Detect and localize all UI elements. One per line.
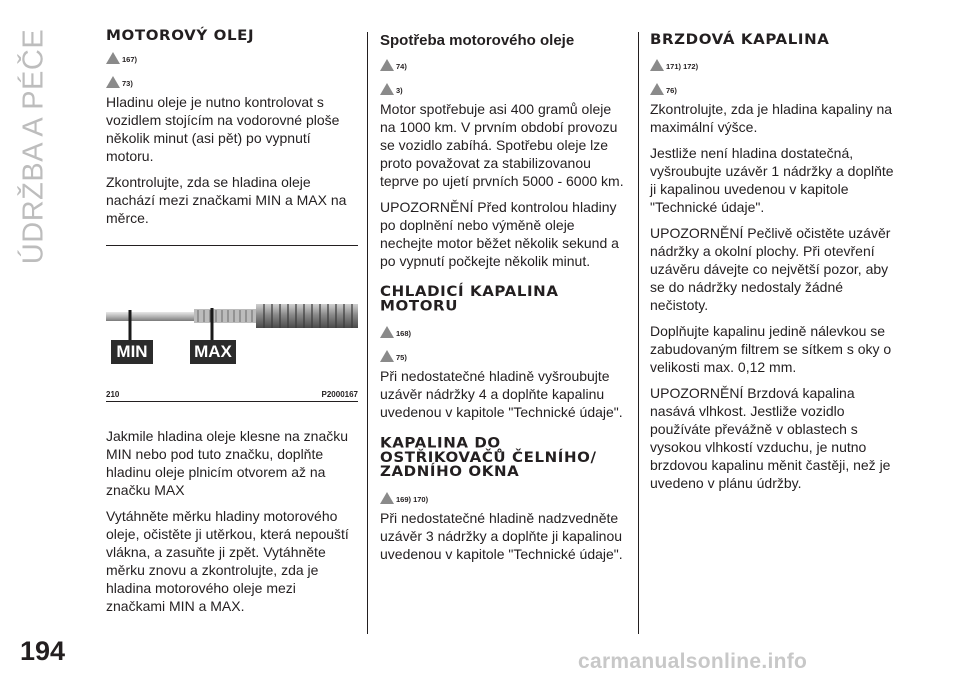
figure-bottom-rule bbox=[106, 401, 358, 402]
paragraph: Zkontrolujte, zda je hladina kapaliny na maximální výšce. bbox=[650, 101, 893, 135]
warning-ref: 74) bbox=[380, 55, 630, 71]
paragraph: Zkontrolujte, zda se hladina oleje nachází mezi značkami MIN a MAX na měrce. bbox=[106, 174, 347, 226]
watermark: carmanualsonline.info bbox=[578, 650, 808, 673]
paragraph: Doplňujte kapalinu jedině nálevkou se zabudovaným filtrem se sítkem s oky o velikosti max. 0,12 mm. bbox=[650, 323, 892, 375]
warning-ref: 76) bbox=[650, 79, 900, 95]
paragraph: Motor spotřebuje asi 400 gramů oleje na 1000 km. V prvním období provozu se vozidlo zabíhá. Spotřebu oleje lze proto považovat za stabilizovanou teprve po ujetí prvních 5000 - 6000 km. bbox=[380, 101, 624, 189]
max-label: MAX bbox=[194, 342, 232, 361]
warning-ref: 171) 172) bbox=[650, 55, 900, 71]
heading-engine-oil: MOTOROVÝ OLEJ bbox=[106, 26, 255, 44]
figure-number: 210 bbox=[106, 390, 120, 399]
chapter-side-title: ÚDRŽBA A PÉČE bbox=[17, 28, 50, 265]
paragraph: Jestliže není hladina dostatečná, vyšroubujte uzávěr 1 nádržky a doplňte ji kapalinou uvedenou v kapitole "Technické údaje". bbox=[650, 145, 894, 215]
dipstick-illustration bbox=[106, 246, 358, 386]
paragraph: UPOZORNĚNÍ Pečlivě očistěte uzávěr nádržky a okolní plochy. Při otevření uzávěru dávejte co největší pozor, aby se do nádržky nedostaly žádné nečistoty. bbox=[650, 225, 891, 313]
warning-triangle-icon bbox=[650, 59, 664, 71]
warning-triangle-icon bbox=[106, 52, 120, 64]
column-divider bbox=[638, 32, 639, 634]
warning-triangle-icon bbox=[380, 350, 394, 362]
dipstick-figure bbox=[106, 245, 358, 401]
warning-triangle-icon bbox=[380, 59, 394, 71]
paragraph: Při nedostatečné hladině vyšroubujte uzávěr nádržky 4 a doplňte kapalinu uvedenou v kapitole "Technické údaje". bbox=[380, 368, 623, 420]
heading-coolant: CHLADICÍ KAPALINA MOTORU bbox=[380, 282, 559, 315]
min-label: MIN bbox=[116, 342, 148, 361]
paragraph: UPOZORNĚNÍ Brzdová kapalina nasává vlhkost. Jestliže vozidlo používáte převážně v oblastech s vysokou vlhkostí vzduchu, je nutno brzdovou kapalinu měnit častěji, než je uvedeno v plánu údržby. bbox=[650, 385, 891, 491]
warning-triangle-icon bbox=[380, 326, 394, 338]
warning-ref: 75) bbox=[380, 346, 630, 362]
warning-ref: 167) bbox=[106, 48, 358, 64]
warning-ref: 73) bbox=[106, 72, 358, 88]
paragraph: Jakmile hladina oleje klesne na značku MIN nebo pod tuto značku, doplňte hladinu oleje plnicím otvorem až na značku MAX bbox=[106, 428, 349, 498]
warning-triangle-icon bbox=[380, 83, 394, 95]
warning-ref: 3) bbox=[380, 79, 630, 95]
paragraph: Při nedostatečné hladině nadzvedněte uzávěr 3 nádržky a doplňte ji kapalinou uvedenou v kapitole "Technické údaje". bbox=[380, 510, 623, 562]
dipstick-grip bbox=[194, 309, 256, 323]
figure-code: P2000167 bbox=[321, 390, 358, 399]
column-divider bbox=[367, 32, 368, 634]
page-number: 194 bbox=[20, 636, 66, 666]
warning-triangle-icon bbox=[380, 492, 394, 504]
heading-brake-fluid: BRZDOVÁ KAPALINA bbox=[650, 30, 830, 48]
column-oil-consumption bbox=[380, 32, 630, 571]
paragraph: Vytáhněte měrku hladiny motorového oleje, očistěte ji utěrkou, která nepouští vlákna, a zasuňte ji zpět. Vytáhněte měrku znovu a zkontrolujte, zda je hladina motorového oleje mezi značkami MIN a MAX. bbox=[106, 508, 349, 614]
heading-oil-consumption: Spotřeba motorového oleje bbox=[380, 32, 575, 49]
warning-ref: 168) bbox=[380, 322, 630, 338]
column-brake-fluid bbox=[650, 32, 900, 500]
column-engine-oil bbox=[106, 28, 358, 623]
warning-triangle-icon bbox=[106, 76, 120, 88]
figure-caption bbox=[106, 390, 358, 399]
paragraph: UPOZORNĚNÍ Před kontrolou hladiny po doplnění nebo výměně oleje nechejte motor běžet několik sekund a po vypnutí počkejte několik minut. bbox=[380, 199, 619, 269]
heading-washer-fluid: KAPALINA DO OSTŘIKOVAČŮ ČELNÍHO/ ZADNÍHO OKNA bbox=[380, 434, 597, 480]
paragraph: Hladinu oleje je nutno kontrolovat s vozidlem stojícím na vodorovné ploše několik minut (asi pět) po vypnutí motoru. bbox=[106, 94, 340, 164]
dipstick-tube bbox=[256, 304, 358, 328]
warning-ref: 169) 170) bbox=[380, 488, 630, 504]
warning-triangle-icon bbox=[650, 83, 664, 95]
